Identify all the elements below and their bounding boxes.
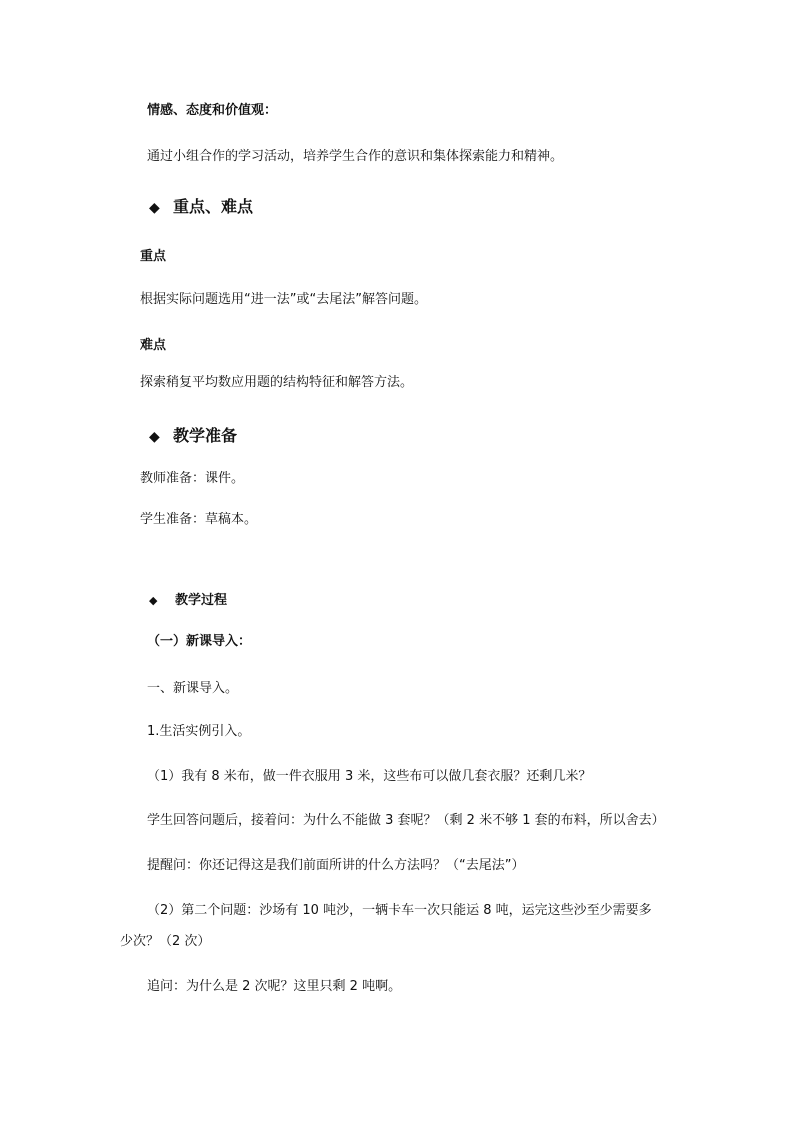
question1-followup: 学生回答问题后，接着问：为什么不能做 3 套呢？（剩 2 米不够 1 套的布料，所以舍去） [147,813,665,828]
difficult-label: 难点 [140,338,167,353]
key-points-heading-text: 重点、难点 [173,197,254,216]
process-heading-text: 教学过程 [175,593,228,608]
key-text: 根据实际问题选用“进一法”或“去尾法”解答问题。 [140,292,427,307]
question1-text: （1）我有 8 米布，做一件衣服用 3 米，这些布可以做几套衣服？还剩几米？ [147,769,592,784]
question2-followup: 追问：为什么是 2 次呢？这里只剩 2 吨啊。 [147,979,402,994]
teacher-preparation: 教师准备：课件。 [140,471,245,486]
key-points-heading [149,197,253,218]
step1-text: 1.生活实例引入。 [147,724,251,739]
preparation-heading-text: 教学准备 [173,426,238,445]
key-label: 重点 [140,249,167,264]
difficult-text: 探索稍复平均数应用题的结构特征和解答方法。 [140,375,414,390]
process-heading [149,593,227,609]
diamond-bullet-icon: ◆ [149,594,158,607]
attitude-text: 通过小组合作的学习活动，培养学生合作的意识和集体探索能力和精神。 [147,149,564,164]
diamond-bullet-icon: ◆ [149,429,160,445]
preparation-heading [149,426,237,447]
student-preparation: 学生准备：草稿本。 [140,512,258,527]
intro-text: 一、新课导入。 [147,681,239,696]
question2-line2: 少次？（2 次） [120,934,211,949]
attitude-heading: 情感、态度和价值观： [147,103,278,118]
question1-remind: 提醒问：你还记得这是我们前面所讲的什么方法吗？（“去尾法”） [147,858,525,873]
question2-line1: （2）第二个问题：沙场有 10 吨沙，一辆卡车一次只能运 8 吨，运完这些沙至少需要多 [147,903,652,918]
diamond-bullet-icon: ◆ [149,200,160,216]
part1-heading: （一）新课导入： [147,634,252,649]
